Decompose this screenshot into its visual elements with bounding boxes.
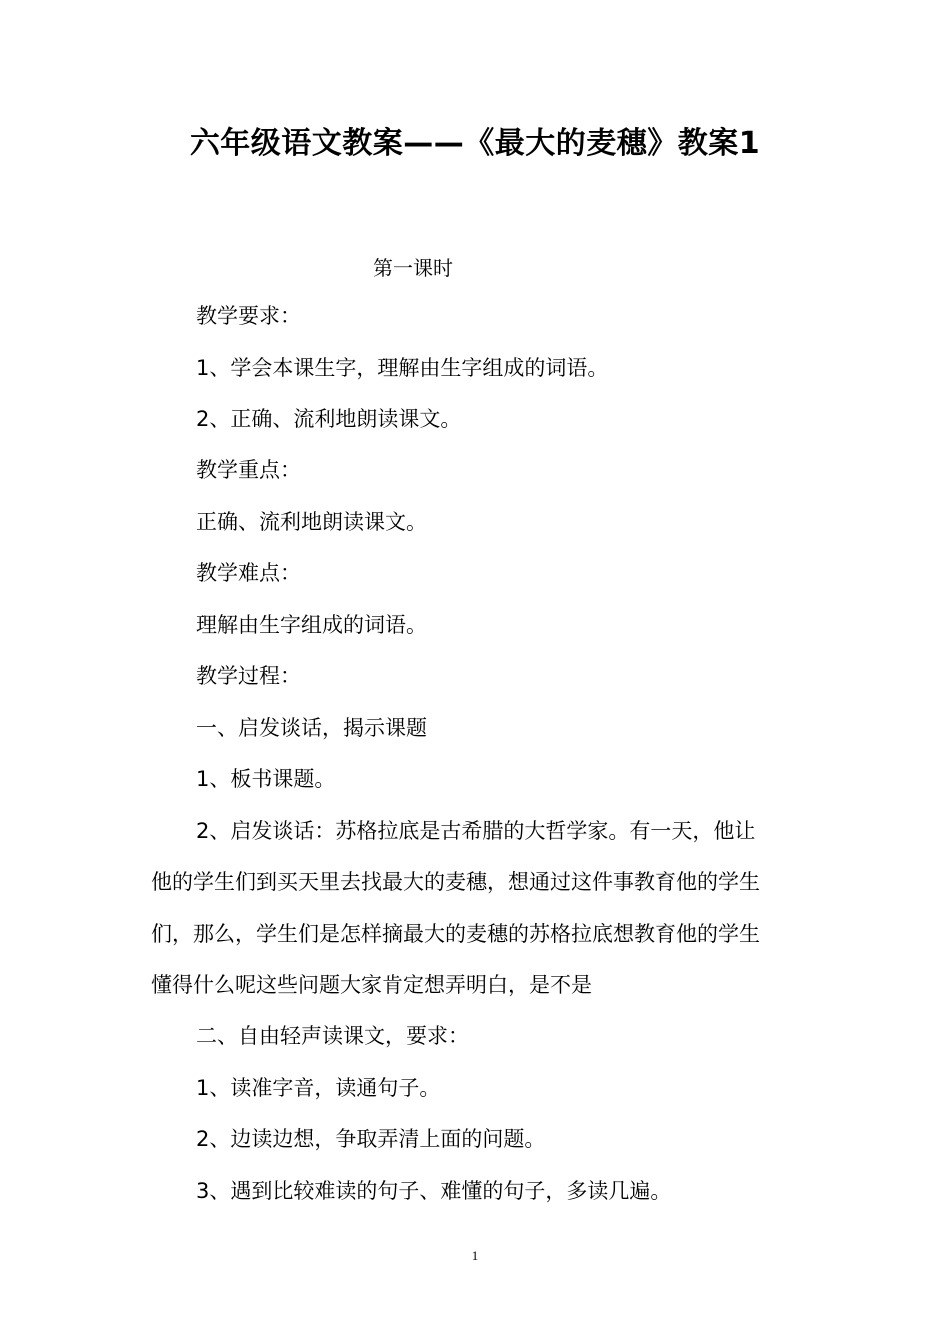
requirement-item-2: 2、正确、流利地朗读课文。 bbox=[196, 407, 462, 431]
requirement-item-1: 1、学会本课生字，理解由生字组成的词语。 bbox=[196, 356, 609, 380]
process-step-2-item-2: 2、边读边想，争取弄清上面的问题。 bbox=[196, 1127, 546, 1151]
paragraph-continuation-line: 们，那么，学生们是怎样摘最大的麦穗的苏格拉底想教育他的学生 bbox=[151, 922, 760, 946]
document-title: 六年级语文教案——《最大的麦穗》教案1 bbox=[189, 126, 761, 161]
section-heading-difficulties: 教学难点： bbox=[196, 561, 301, 585]
process-step-1-item-1: 1、板书课题。 bbox=[196, 767, 336, 791]
paragraph-continuation-line: 懂得什么呢这些问题大家肯定想弄明白，是不是 bbox=[151, 973, 592, 997]
section-heading-requirements: 教学要求： bbox=[196, 304, 301, 328]
process-step-1-item-2: 2、启发谈话：苏格拉底是古希腊的大哲学家。有一天，他让 bbox=[196, 819, 756, 843]
process-step-2-item-3: 3、遇到比较难读的句子、难懂的句子，多读几遍。 bbox=[196, 1179, 672, 1203]
section-heading-process: 教学过程： bbox=[196, 664, 301, 688]
lesson-heading: 第一课时 bbox=[373, 256, 453, 280]
process-step-1-heading: 一、启发谈话，揭示课题 bbox=[196, 716, 427, 740]
process-step-2-item-1: 1、读准字音，读通句子。 bbox=[196, 1076, 441, 1100]
section-heading-key-points: 教学重点： bbox=[196, 458, 301, 482]
page-number: 1 bbox=[471, 1248, 479, 1263]
paragraph-continuation-line: 他的学生们到买天里去找最大的麦穗，想通过这件事教育他的学生 bbox=[151, 870, 760, 894]
key-point-text: 正确、流利地朗读课文。 bbox=[196, 510, 427, 534]
process-step-2-heading: 二、自由轻声读课文，要求： bbox=[196, 1024, 469, 1048]
difficulty-text: 理解由生字组成的词语。 bbox=[196, 613, 427, 637]
